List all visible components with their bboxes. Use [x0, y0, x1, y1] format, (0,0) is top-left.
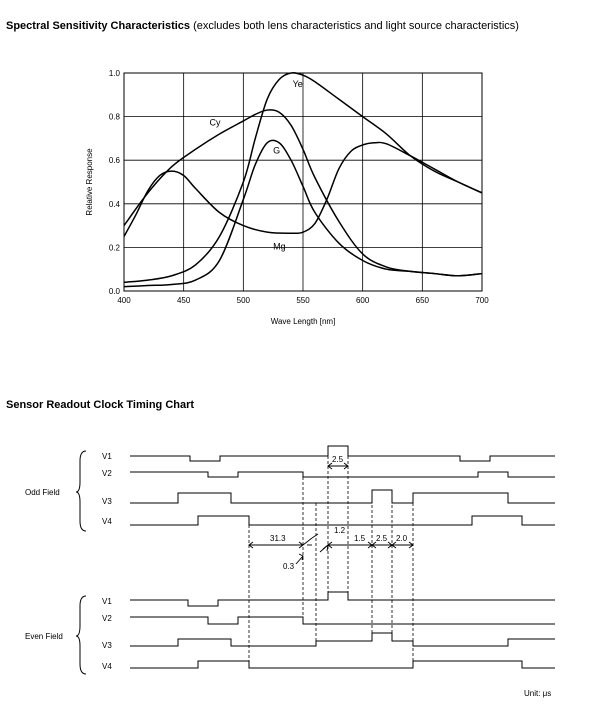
y-tick-label: 0.0 — [108, 287, 120, 296]
series-label-ye: Ye — [292, 79, 303, 89]
timing-guides — [249, 446, 413, 668]
label-even-v3: V3 — [102, 641, 112, 650]
chart-title: Spectral Sensitivity Characteristics (excludes both lens characteristics and light source characteristics) — [6, 20, 519, 32]
label-even-v1: V1 — [102, 597, 112, 606]
unit-label: Unit: μs — [524, 689, 552, 698]
even-v4-waveform — [130, 661, 555, 668]
y-axis-label: Relative Response — [85, 148, 94, 216]
label-odd-v1: V1 — [102, 452, 112, 461]
x-tick-label: 650 — [415, 296, 430, 305]
timing-chart-title: Sensor Readout Clock Timing Chart — [6, 399, 195, 411]
series-label-cy: Cy — [209, 117, 221, 128]
interval-2-5-top: 2.5 — [332, 455, 344, 464]
label-odd-v2: V2 — [102, 469, 112, 478]
label-even-v4: V4 — [102, 662, 112, 671]
interval-31-3: 31.3 — [270, 534, 286, 543]
y-tick-label: 0.6 — [108, 156, 120, 166]
y-tick-label: 0.8 — [108, 112, 120, 122]
interval-2-5: 2.5 — [376, 534, 388, 543]
x-axis-label: Wave Length [nm] — [270, 317, 336, 326]
interval-1-2: 1.2 — [334, 526, 346, 535]
label-odd-field: Odd Field — [25, 488, 60, 497]
x-tick-label: 400 — [117, 296, 131, 305]
even-v2-waveform — [130, 617, 555, 624]
label-even-field: Even Field — [25, 632, 63, 641]
odd-v2-waveform — [130, 472, 555, 477]
interval-arrows — [249, 463, 413, 564]
series-label-mg: Mg — [273, 241, 286, 252]
label-even-v2: V2 — [102, 614, 112, 623]
x-tick-label: 500 — [236, 296, 251, 305]
y-tick-label: 0.2 — [108, 243, 120, 253]
label-odd-v3: V3 — [102, 497, 112, 506]
odd-v4-waveform — [130, 516, 555, 525]
interval-0-3: 0.3 — [283, 562, 295, 571]
x-tick-label: 450 — [176, 296, 191, 305]
y-tick-label: 1.0 — [108, 69, 120, 78]
y-tick-label: 0.4 — [108, 199, 120, 209]
x-tick-label: 700 — [475, 296, 489, 305]
x-tick-label: 600 — [355, 296, 370, 305]
interval-1-5: 1.5 — [354, 534, 366, 543]
odd-v3-waveform — [130, 490, 555, 503]
series-label-g: G — [273, 145, 281, 156]
even-v3-waveform — [130, 633, 555, 646]
group-brackets — [76, 451, 86, 674]
label-odd-v4: V4 — [102, 517, 112, 526]
even-v1-waveform — [130, 592, 555, 606]
x-tick-label: 550 — [296, 296, 310, 305]
interval-2-0: 2.0 — [396, 534, 408, 543]
